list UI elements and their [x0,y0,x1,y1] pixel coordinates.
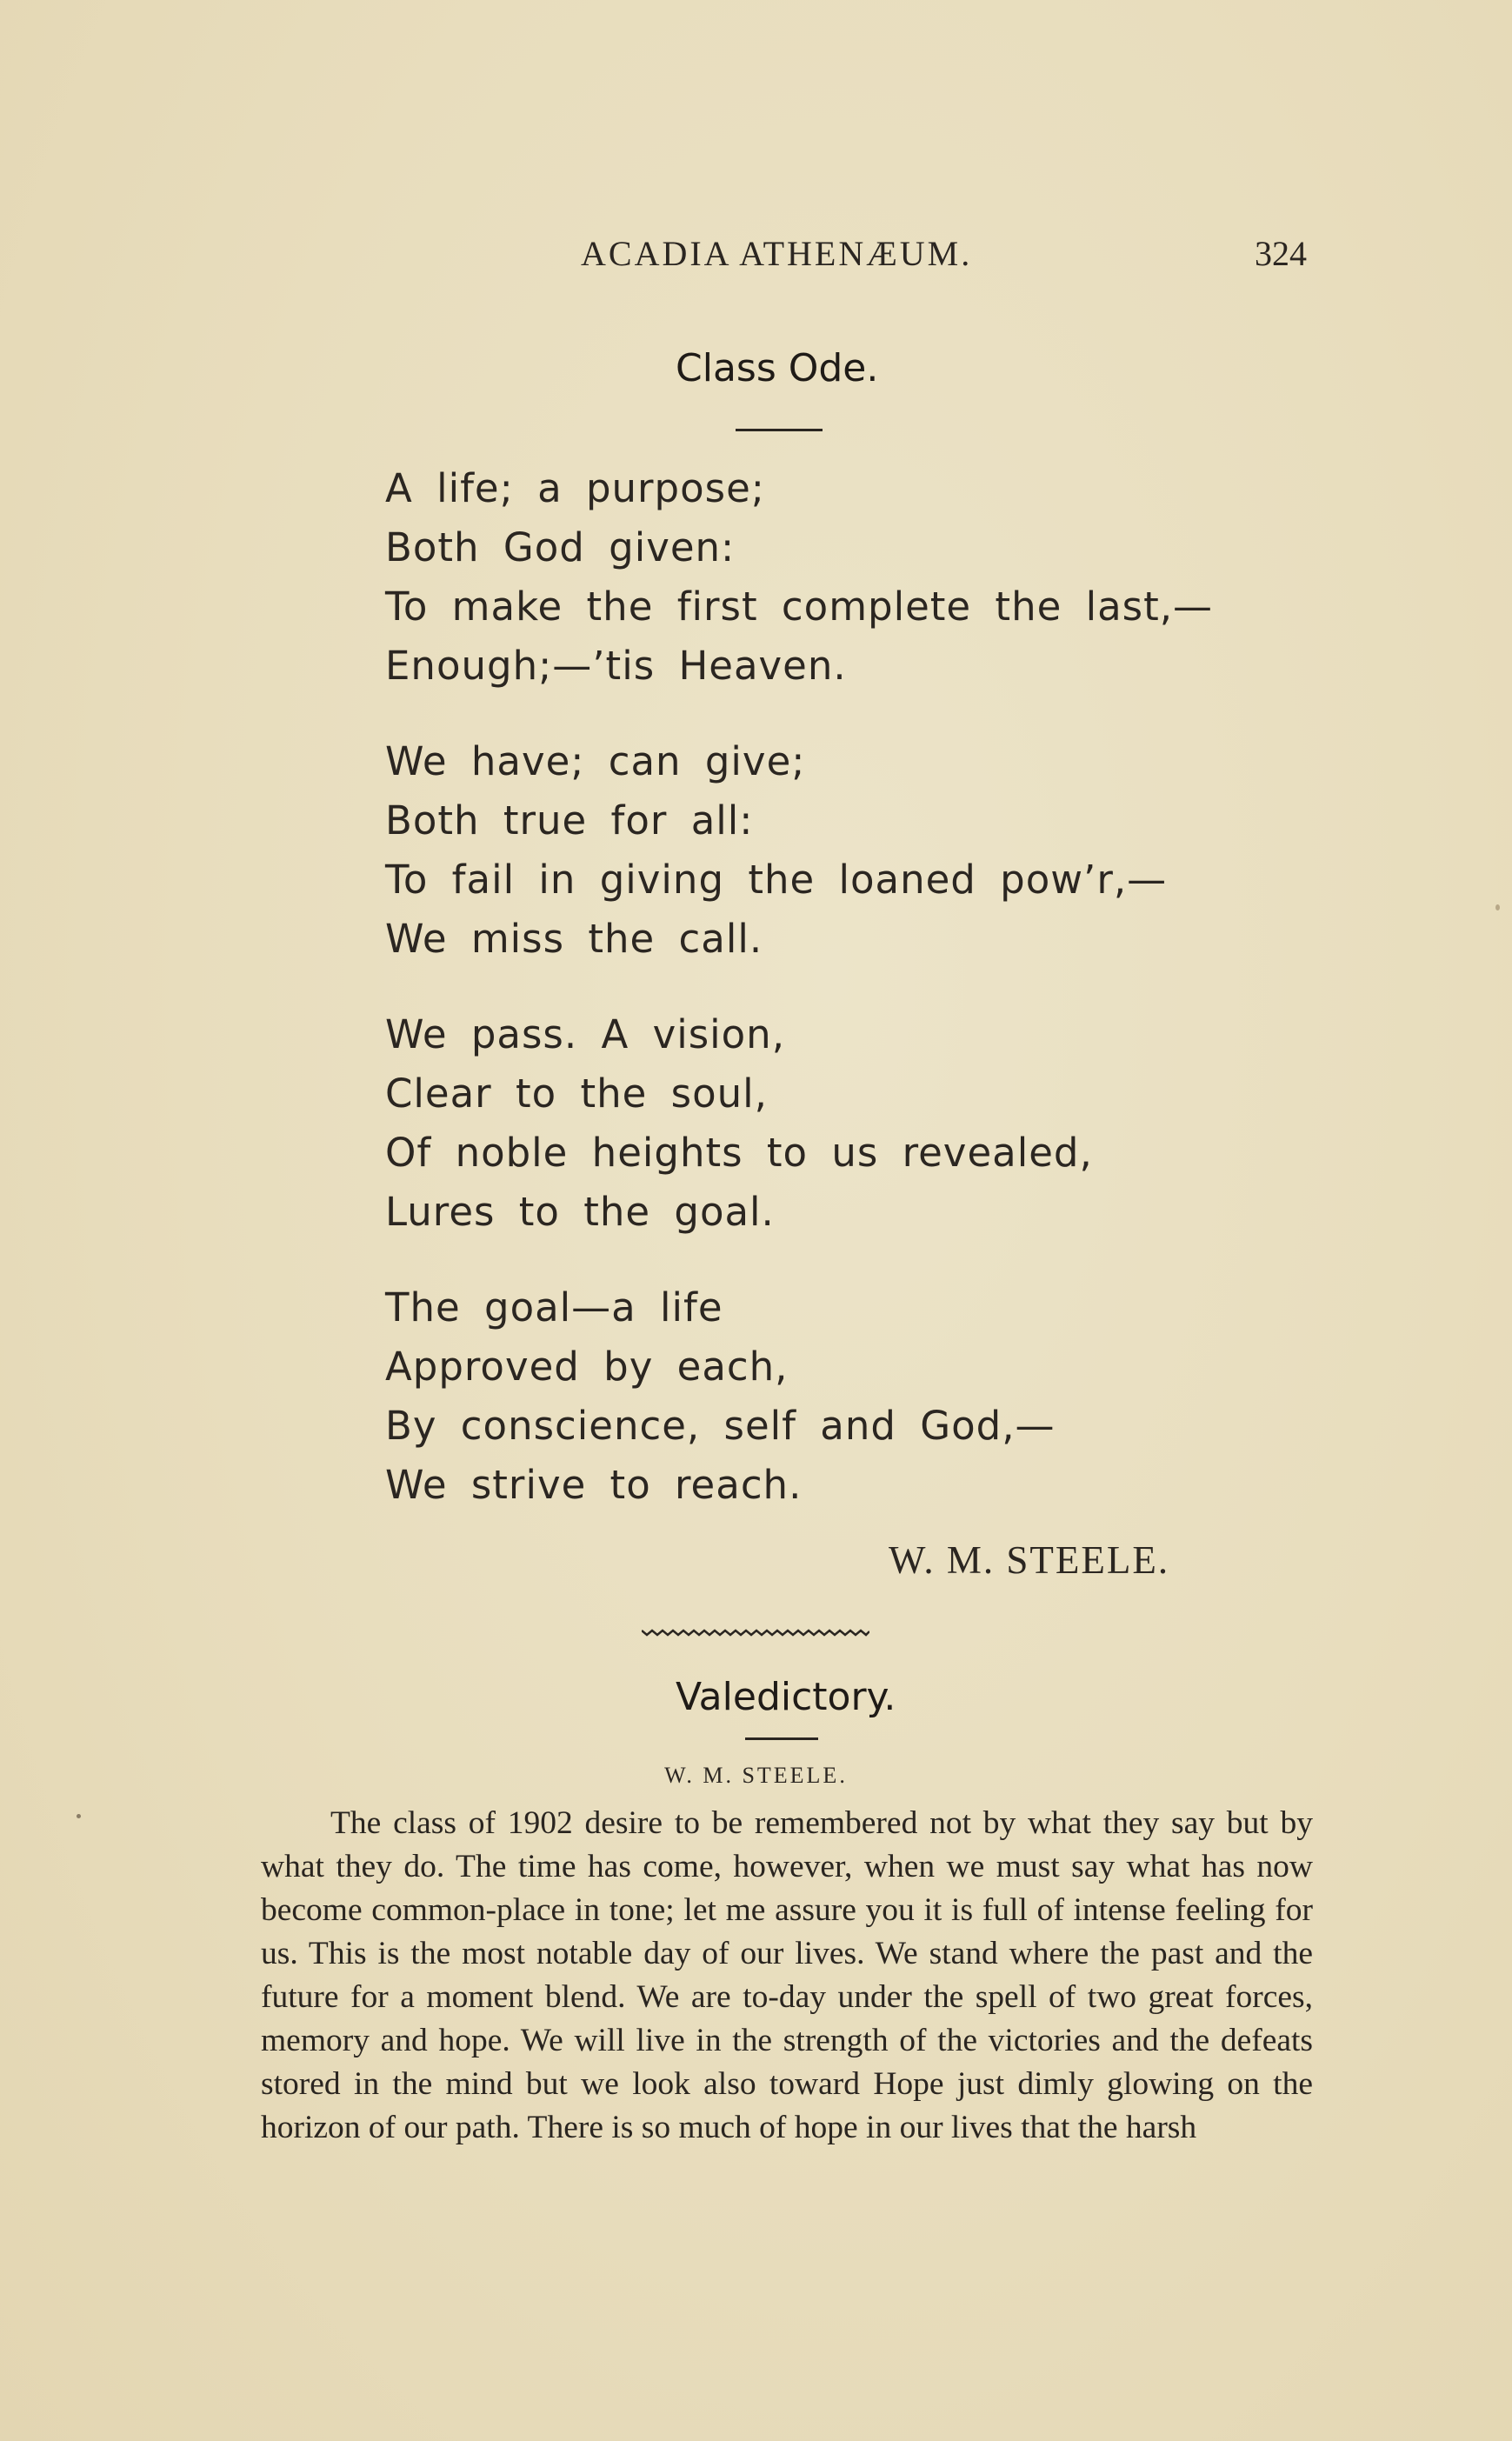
poem-line: We pass. A vision, [385,1011,786,1057]
poem-line: Approved by each, [385,1344,789,1390]
poem-line: By conscience, self and God,— [385,1403,1056,1449]
poem-line: A life; a purpose; [385,465,765,511]
stanza-4 [385,1278,1213,1515]
poem [385,459,1213,1551]
ode-author: W. M. STEELE. [889,1538,1170,1582]
poem-line: We have; can give; [385,738,806,784]
poem-line: Both God given: [385,524,736,570]
poem-line: To fail in giving the loaned pow’r,— [385,857,1168,903]
ode-title: Class Ode. [676,346,879,390]
paper-speck [1495,904,1500,910]
poem-line: Enough;—’tis Heaven. [385,643,847,689]
poem-line: The goal—a life [385,1284,723,1331]
valedictory-body: The class of 1902 desire to be remembered not by what they say but by what they do. The time has come, however, when we must say what has now become common-place in tone; let me assure you it is full of intense feeling for us. This is the most notable day of our lives. We stand where the past and the future for a moment blend. We are to-day under the spell of two great forces, memory and hope. We will live in the strength of the victories and the defeats stored in the mind but we look also toward Hope just dimly glowing on the horizon of our path. There is so much of hope in our lives that the harsh [261,1805,1313,2145]
stanza-1 [385,459,1213,696]
poem-line: Of noble heights to us revealed, [385,1130,1093,1176]
valedictory-byline: W. M. STEELE. [664,1763,848,1788]
poem-line: To make the first complete the last,— [385,584,1214,630]
poem-line: We strive to reach. [385,1462,803,1508]
valedictory-title: Valedictory. [676,1675,896,1719]
page-number: 324 [1255,234,1307,273]
running-title: ACADIA ATHENÆUM. [581,234,973,273]
paper-speck [77,1814,81,1818]
stanza-3 [385,1005,1213,1242]
poem-line: We miss the call. [385,916,763,962]
ornamental-separator [642,1628,869,1637]
valedictory-title-rule [745,1737,818,1740]
stanza-2 [385,732,1213,969]
poem-line: Clear to the soul, [385,1070,768,1117]
poem-line: Both true for all: [385,797,754,844]
poem-line: Lures to the goal. [385,1189,775,1235]
ode-title-rule [736,429,823,431]
